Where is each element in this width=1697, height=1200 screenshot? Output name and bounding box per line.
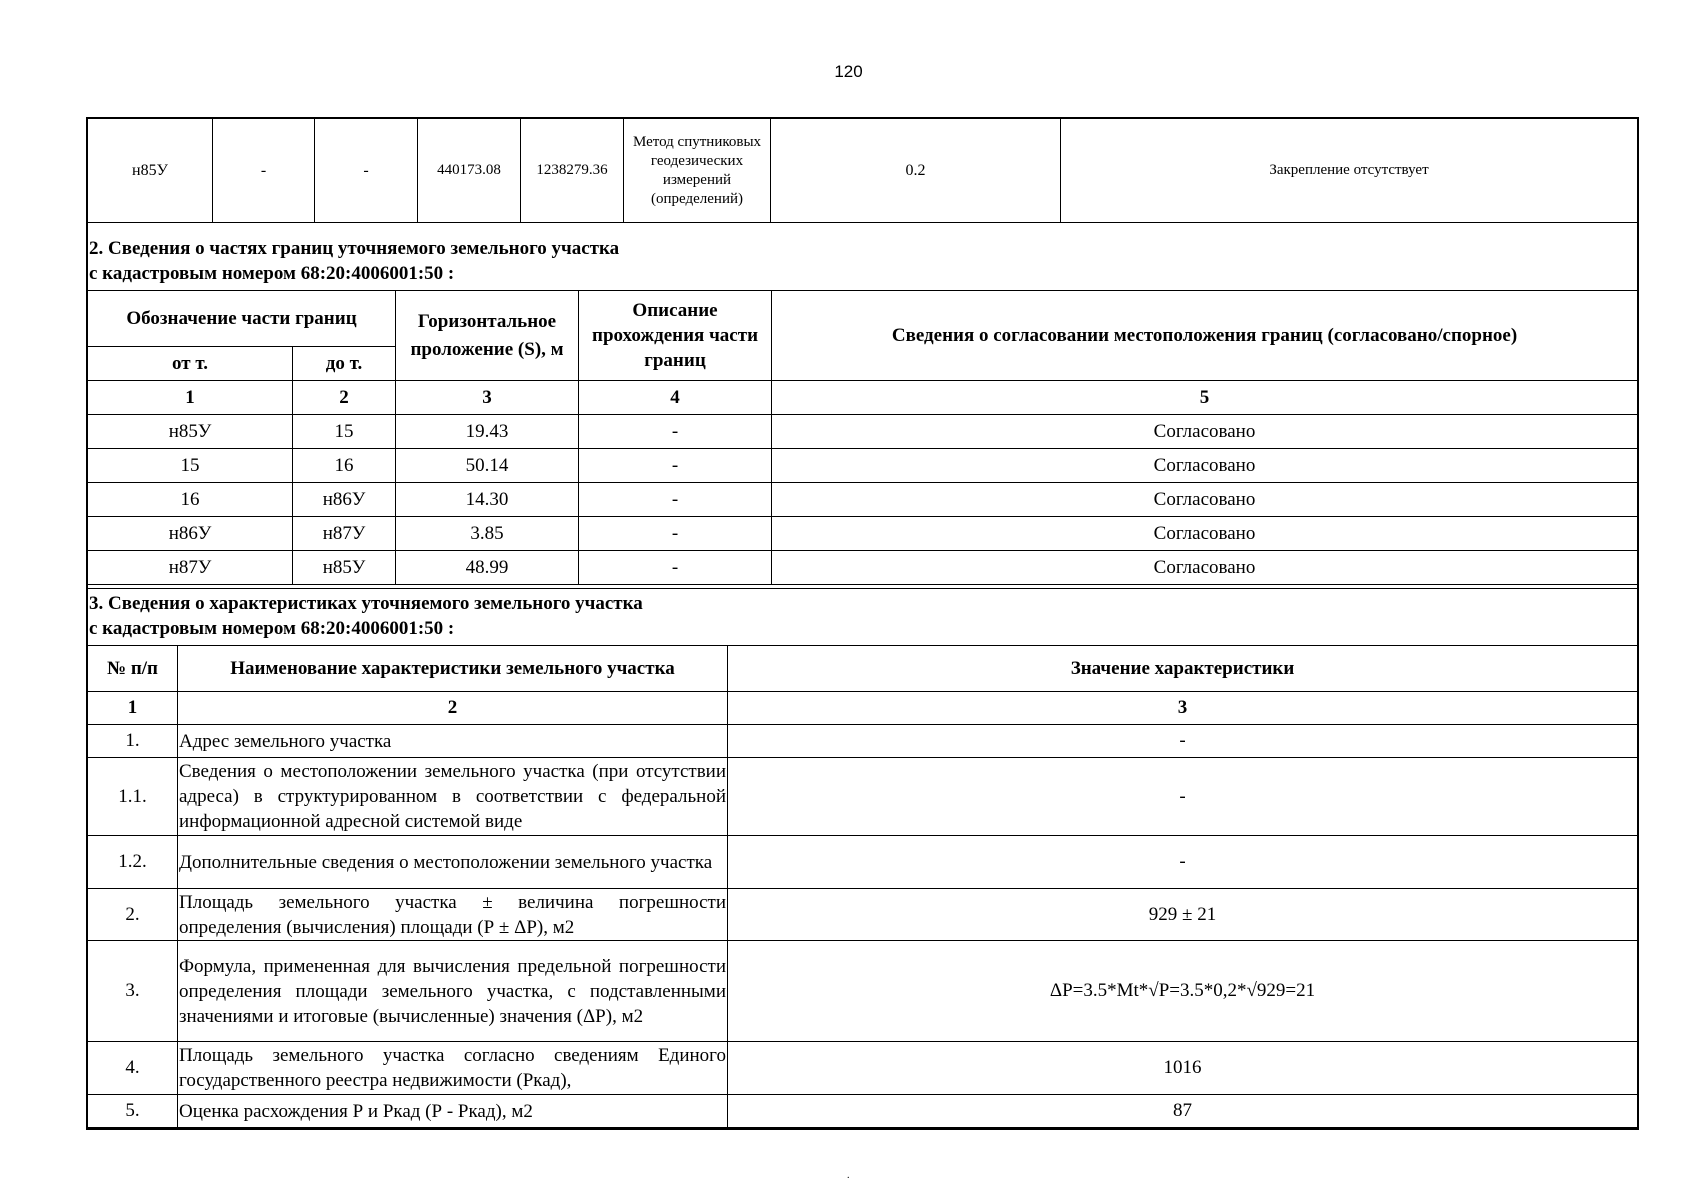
column-number: 2 [293, 381, 396, 415]
method-cell: Метод спутниковых геодезических измерений (определений) [624, 119, 771, 223]
table-row [88, 941, 1638, 1042]
section-divider [86, 588, 1639, 589]
table-row [88, 415, 1638, 449]
column-number: 4 [579, 381, 772, 415]
status-cell: Согласовано [772, 551, 1638, 585]
to-cell: н86У [293, 483, 396, 517]
value-header: Значение характеристики [728, 646, 1638, 692]
characteristic-name: Сведения о местоположении земельного участка (при отсутствии адреса) в структурированном в соответствии с федеральной информационной адресной системой виде [178, 758, 728, 836]
table-row [88, 1095, 1638, 1128]
row-number: 3. [88, 941, 178, 1042]
status-cell: Согласовано [772, 483, 1638, 517]
from-cell: н86У [88, 517, 293, 551]
to-cell: н85У [293, 551, 396, 585]
characteristic-value: 929 ± 21 [728, 889, 1638, 941]
characteristic-name: Адрес земельного участка [178, 725, 728, 758]
section3-heading [89, 591, 643, 641]
footer-mark: . [847, 1170, 850, 1181]
description-header: Описание прохождения части границ [579, 291, 772, 381]
y-coordinate-cell: 1238279.36 [521, 119, 624, 223]
column-numbers-row [88, 692, 1638, 725]
description-cell: - [579, 483, 772, 517]
characteristic-name: Площадь земельного участка ± величина погрешности определения (вычисления) площади (Р ± ΔР), м2 [178, 889, 728, 941]
status-cell: Согласовано [772, 517, 1638, 551]
point-cell: н85У [88, 119, 213, 223]
status-cell: Согласовано [772, 449, 1638, 483]
characteristic-name: Оценка расхождения Р и Ркад (Р - Ркад), м2 [178, 1095, 728, 1128]
section2-heading [89, 236, 619, 286]
from-cell: 15 [88, 449, 293, 483]
column-number: 3 [396, 381, 579, 415]
accuracy-cell: 0.2 [771, 119, 1061, 223]
length-cell: 14.30 [396, 483, 579, 517]
section2-heading-line2: с кадастровым номером 68:20:4006001:50 : [89, 263, 455, 284]
row-number: 2. [88, 889, 178, 941]
description-cell: - [579, 517, 772, 551]
designation-header: Обозначение части границ [88, 291, 396, 347]
characteristic-value: 1016 [728, 1042, 1638, 1095]
row-number: 1. [88, 725, 178, 758]
table-row [88, 483, 1638, 517]
column-number: 3 [728, 692, 1638, 725]
cell: - [213, 119, 315, 223]
description-cell: - [579, 415, 772, 449]
coordinates-table-continuation [87, 118, 1638, 223]
page-number: 120 [834, 62, 863, 81]
from-header: от т. [88, 347, 293, 381]
characteristic-name: Формула, примененная для вычисления предельной погрешности определения площади земельного участка, с подставленными значениями и итоговые (вычисленные) значения (ΔР), м2 [178, 941, 728, 1042]
characteristic-value: - [728, 836, 1638, 889]
row-number: 5. [88, 1095, 178, 1128]
characteristic-value: ΔР=3.5*Mt*√Р=3.5*0,2*√929=21 [728, 941, 1638, 1042]
table-row [88, 836, 1638, 889]
characteristic-value: 87 [728, 1095, 1638, 1128]
from-cell: н87У [88, 551, 293, 585]
column-number: 1 [88, 692, 178, 725]
cell: - [315, 119, 418, 223]
characteristics-table [87, 645, 1638, 1128]
from-cell: н85У [88, 415, 293, 449]
section3-heading-line1: 3. Сведения о характеристиках уточняемого земельного участка [89, 593, 643, 614]
table-row [88, 1042, 1638, 1095]
table-row [88, 517, 1638, 551]
length-cell: 19.43 [396, 415, 579, 449]
description-cell: - [579, 449, 772, 483]
number-header: № п/п [88, 646, 178, 692]
table-row [88, 758, 1638, 836]
table-row [88, 551, 1638, 585]
length-cell: 48.99 [396, 551, 579, 585]
column-number: 1 [88, 381, 293, 415]
boundary-parts-table [87, 290, 1638, 585]
column-number: 2 [178, 692, 728, 725]
length-cell: 50.14 [396, 449, 579, 483]
to-cell: 16 [293, 449, 396, 483]
to-cell: н87У [293, 517, 396, 551]
section3-heading-line2: с кадастровым номером 68:20:4006001:50 : [89, 618, 455, 639]
horizontal-header: Горизонтальное проложение (S), м [396, 291, 579, 381]
characteristic-name: Дополнительные сведения о местоположении земельного участка [178, 836, 728, 889]
x-coordinate-cell: 440173.08 [418, 119, 521, 223]
name-header: Наименование характеристики земельного участка [178, 646, 728, 692]
description-cell: - [579, 551, 772, 585]
agreement-header: Сведения о согласовании местоположения границ (согласовано/спорное) [772, 291, 1638, 381]
row-number: 1.2. [88, 836, 178, 889]
characteristic-value: - [728, 758, 1638, 836]
table-header-row [88, 291, 1638, 347]
from-cell: 16 [88, 483, 293, 517]
table-row [88, 725, 1638, 758]
fixing-cell: Закрепление отсутствует [1061, 119, 1638, 223]
characteristic-name: Площадь земельного участка согласно сведениям Единого государственного реестра недвижимости (Ркад), [178, 1042, 728, 1095]
table-row [88, 119, 1638, 223]
row-number: 4. [88, 1042, 178, 1095]
column-number: 5 [772, 381, 1638, 415]
length-cell: 3.85 [396, 517, 579, 551]
table-row [88, 889, 1638, 941]
row-number: 1.1. [88, 758, 178, 836]
status-cell: Согласовано [772, 415, 1638, 449]
to-cell: 15 [293, 415, 396, 449]
to-header: до т. [293, 347, 396, 381]
column-numbers-row [88, 381, 1638, 415]
table-row [88, 449, 1638, 483]
section2-heading-line1: 2. Сведения о частях границ уточняемого земельного участка [89, 238, 620, 259]
table-header-row [88, 646, 1638, 692]
characteristic-value: - [728, 725, 1638, 758]
